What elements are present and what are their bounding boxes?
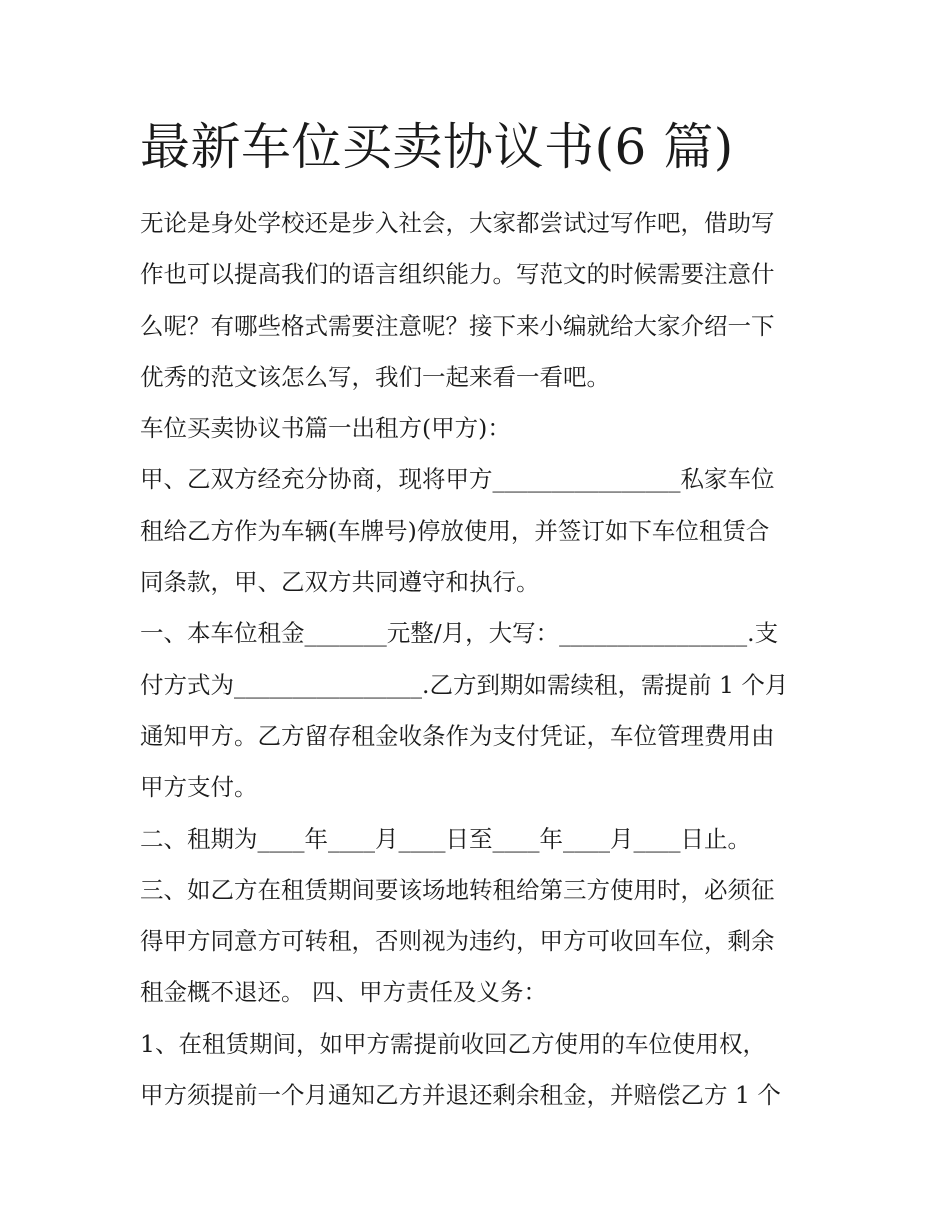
body-line: 么呢？有哪些格式需要注意呢？接下来小编就给大家介绍一下	[140, 311, 775, 340]
body-line: 甲方支付。	[140, 773, 258, 802]
body-line: 优秀的范文该怎么写，我们一起来看一看吧。	[140, 362, 610, 391]
document-title: 最新车位买卖协议书(6 篇)	[140, 118, 734, 176]
body-line: 租给乙方作为车辆(车牌号)停放使用，并签订如下车位租赁合	[140, 516, 770, 545]
body-line: 租金概不退还。 四、甲方责任及义务：	[140, 978, 547, 1007]
body-line: 无论是身处学校还是步入社会，大家都尝试过写作吧，借助写	[140, 209, 775, 237]
body-line: 甲方须提前一个月通知乙方并退还剩余租金，并赔偿乙方 1 个	[140, 1081, 781, 1110]
body-line: 同条款，甲、乙双方共同遵守和执行。	[140, 568, 540, 597]
clause-line: 1、在租赁期间，如甲方需提前收回乙方使用的车位使用权，	[140, 1029, 766, 1058]
body-line: 得甲方同意方可转租，否则视为违约，甲方可收回车位，剩余	[140, 927, 775, 956]
document-body	[140, 198, 820, 1121]
body-line: 付方式为________________.乙方到期如需续租，需提前 1 个月	[140, 670, 789, 699]
body-line: 甲、乙双方经充分协商，现将甲方________________私家车位	[140, 465, 775, 494]
section-heading-line: 车位买卖协议书篇一出租方(甲方)：	[140, 414, 511, 443]
body-line: 通知甲方。乙方留存租金收条作为支付凭证，车位管理费用由	[140, 721, 775, 750]
clause-line: 二、租期为____年____月____日至____年____月____日止。	[140, 824, 751, 853]
clause-line: 三、如乙方在租赁期间要该场地转租给第三方使用时，必须征	[140, 875, 775, 904]
clause-line: 一、本车位租金_______元整/月，大写：________________.支	[140, 619, 779, 648]
body-line: 作也可以提高我们的语言组织能力。写范文的时候需要注意什	[140, 260, 775, 289]
